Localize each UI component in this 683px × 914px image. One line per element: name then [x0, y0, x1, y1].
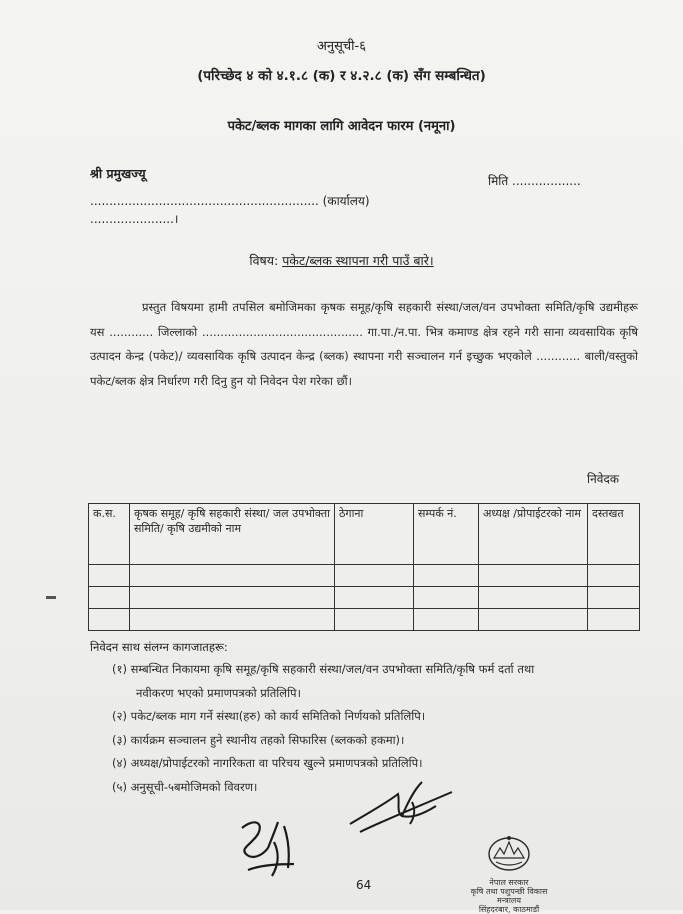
header-chair-name: अध्यक्ष /प्रोपाईटरको नाम — [479, 504, 588, 565]
table-row — [89, 609, 640, 631]
signature-mark — [228, 808, 308, 882]
table-row — [89, 587, 640, 609]
header-contact: सम्पर्क नं. — [414, 504, 479, 565]
list-item: (१) सम्बन्धित निकायमा कृषि समूह/कृषि सहकारी संस्था/जल/वन उपभोक्ता समिति/कृषि फर्म दर्ता तथा — [112, 662, 535, 676]
chapter-reference: (परिच्छेद ४ को ४.१.८ (क) र ४.२.८ (क) सँग सम्बन्धित) — [197, 68, 486, 84]
list-item: (५) अनुसूची-५बमोजिमको विवरण। — [112, 779, 258, 794]
form-title: पकेट/ब्लक मागका लागि आवेदन फारम (नमूना) — [227, 119, 456, 134]
subject-line — [0, 252, 683, 269]
table-header-row — [89, 504, 640, 565]
page-number: 64 — [356, 878, 372, 892]
list-item: नवीकरण भएको प्रमाणपत्रको प्रतिलिपि। — [136, 685, 301, 700]
scan-speck — [46, 596, 56, 599]
attachments-title: निवेदन साथ संलग्न कागजातहरू: — [90, 640, 228, 654]
header-group-name: कृषक समूह/ कृषि सहकारी संस्था/ जल उपभोक्ता समिति/ कृषि उद्यमीको नाम — [130, 504, 335, 565]
list-item: (४) अध्यक्ष/प्रोपाईटरको नागरिकता वा परिचय खुल्ने प्रमाणपत्रको प्रतिलिपि। — [112, 756, 423, 770]
location-line: ......................। — [90, 212, 179, 226]
subject-label: विषय: — [249, 253, 279, 268]
header-serial: क.स. — [89, 504, 130, 565]
signature-mark — [340, 772, 460, 842]
list-item: (२) पकेट/ब्लक माग गर्ने संस्था(हरु) को कार्य समितिको निर्णयको प्रतिलिपि। — [112, 709, 426, 723]
schedule-number: अनुसूची-६ — [316, 39, 366, 54]
applicant-table — [88, 503, 640, 631]
body-paragraph: प्रस्तुत विषयमा हामी तपसिल बमोजिमका कृषक समूह/कृषि सहकारी संस्था/जल/वन उपभोक्ता समिति/कृषि उद्यमीहरू यस ............ जिल्लाको ............................................ गा.पा./न.पा. भित्र कमाण्ड क्षेत्र रहने गरी साना व्यवसायिक कृषि उत्पादन केन्द्र (पकेट)/ व्यवसायिक कृषि उत्पादन केन्द्र (ब्लक) स्थापना गरी सञ्चालन गर्न इच्छुक भएकोले ............ बाली/वस्तुको पकेट/ब्लक क्षेत्र निर्धारण गरी दिनु हुन यो निवेदन पेश गरेका छौं। — [90, 300, 638, 388]
seal-text: नेपाल सरकार कृषि तथा पशुपन्छी विकास मन्त्रालय सिंहदरबार, काठमाडौं — [470, 878, 548, 914]
applicant-label: निवेदक — [587, 472, 620, 486]
addressee-line: श्री प्रमुखज्यू — [90, 166, 146, 181]
list-item: (३) कार्यक्रम सञ्चालन हुने स्थानीय तहको सिफारिस (ब्लकको हकमा)। — [112, 732, 405, 747]
office-line: ............................................................ (कार्यालय) — [90, 194, 370, 208]
table-row — [89, 565, 640, 587]
date-field: मिति .................. — [488, 174, 581, 188]
header-address: ठेगाना — [335, 504, 414, 565]
subject-text: पकेट/ब्लक स्थापना गरी पाउँ बारे। — [282, 253, 434, 268]
official-seal-icon — [468, 832, 550, 880]
header-signature: दस्तखत — [588, 504, 640, 565]
